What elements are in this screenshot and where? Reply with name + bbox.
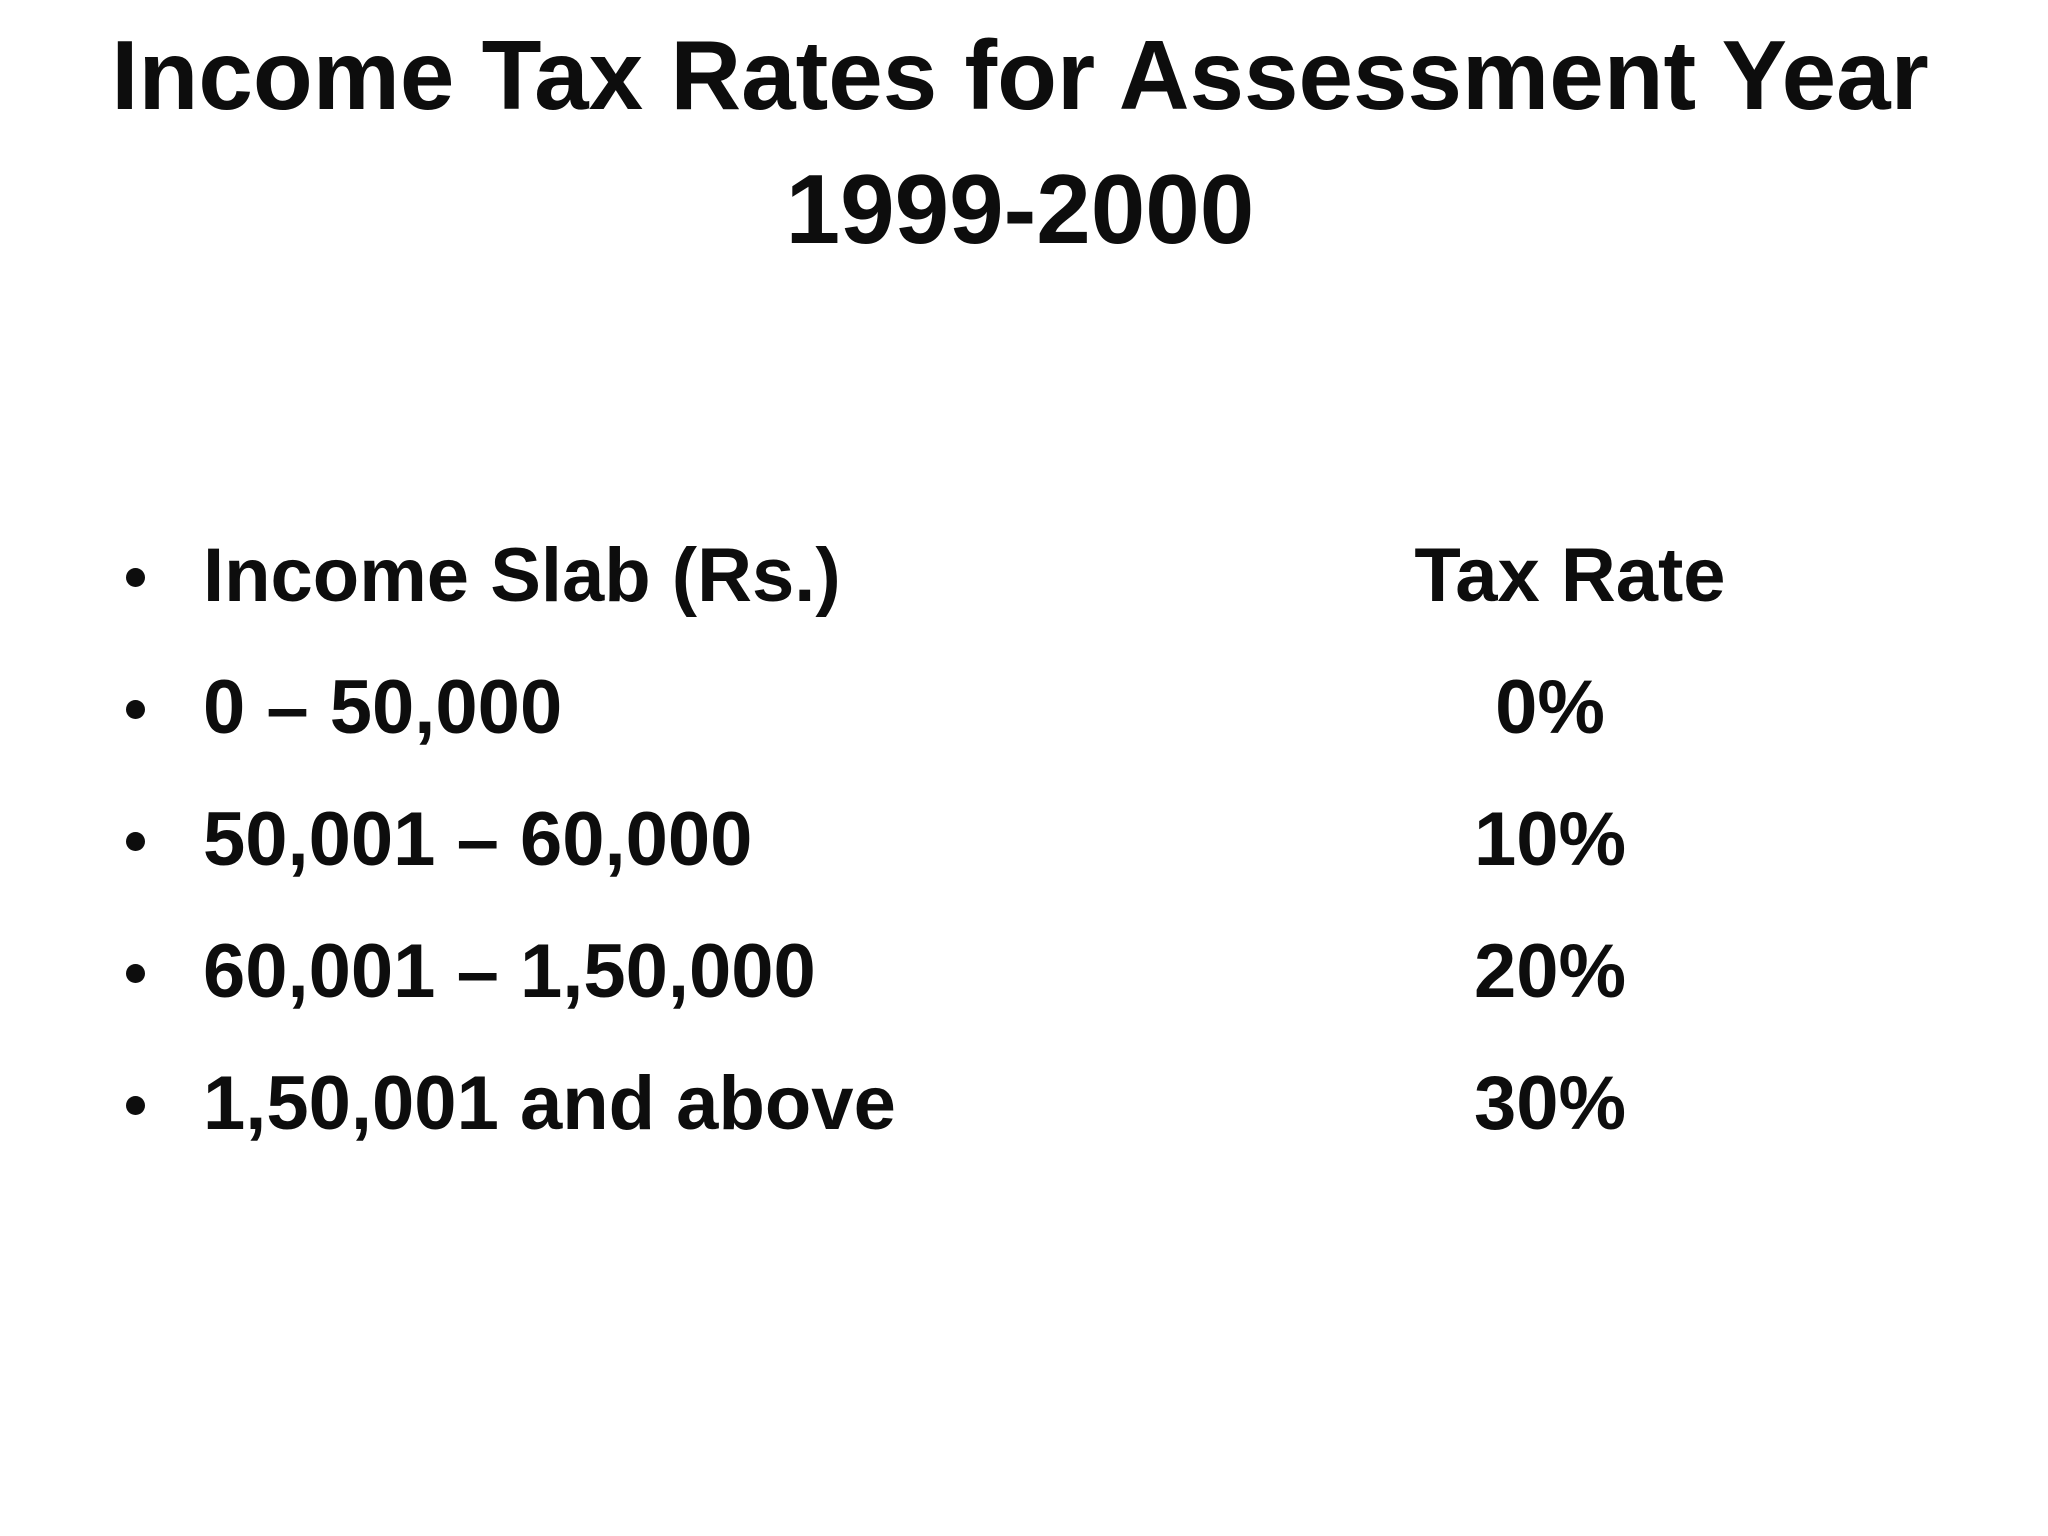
list-item bbox=[120, 1038, 1820, 1170]
tax-rate: 30% bbox=[1473, 1061, 1627, 1146]
slide-title bbox=[90, 8, 1950, 276]
tax-rate-list bbox=[120, 510, 1820, 1170]
tax-rate: 0% bbox=[1495, 665, 1605, 750]
bullet-icon bbox=[126, 1096, 145, 1115]
tax-rate-header: Tax Rate bbox=[1414, 533, 1726, 618]
income-slab: 50,001 – 60,000 bbox=[203, 797, 753, 882]
title-line-1: Income Tax Rates for Assessment Year bbox=[111, 20, 1929, 130]
list-header-row bbox=[120, 510, 1820, 642]
list-item bbox=[120, 774, 1820, 906]
title-line-2: 1999-2000 bbox=[785, 154, 1255, 264]
tax-rate: 20% bbox=[1473, 929, 1627, 1014]
income-slab-header: Income Slab (Rs.) bbox=[203, 533, 841, 618]
list-item bbox=[120, 642, 1820, 774]
income-slab: 60,001 – 1,50,000 bbox=[203, 929, 816, 1014]
income-slab: 0 – 50,000 bbox=[203, 665, 563, 750]
bullet-icon bbox=[126, 964, 145, 983]
bullet-icon bbox=[126, 568, 145, 587]
bullet-icon bbox=[126, 700, 145, 719]
income-slab: 1,50,001 and above bbox=[203, 1061, 896, 1146]
tax-rate: 10% bbox=[1473, 797, 1627, 882]
bullet-icon bbox=[126, 832, 145, 851]
list-item bbox=[120, 906, 1820, 1038]
